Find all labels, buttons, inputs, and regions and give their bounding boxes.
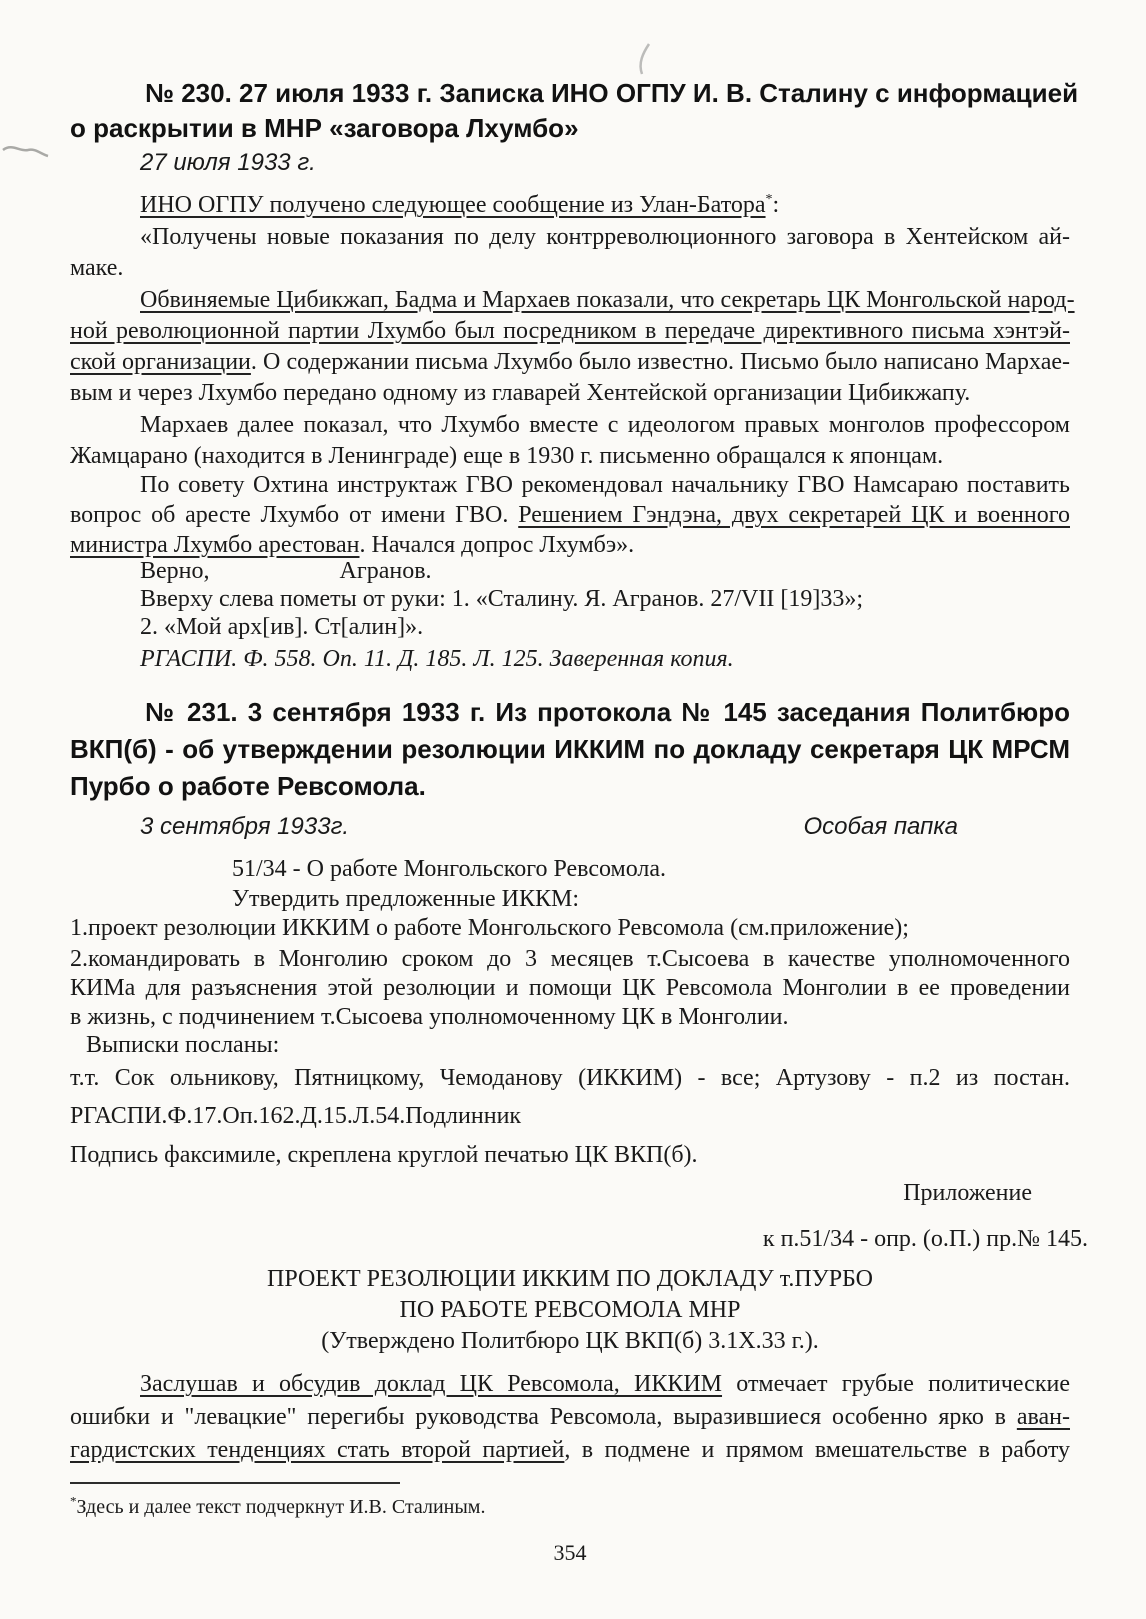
footnote-marker: * <box>70 1493 77 1509</box>
doc230-certified-line <box>70 556 1070 587</box>
doc231-title <box>70 694 1070 805</box>
doc231-archive-reference: РГАСПИ.Ф.17.Оп.162.Д.15.Л.54.Подлинник <box>70 1103 522 1129</box>
footnote <box>70 1494 1070 1520</box>
doc230-paragraph-1 <box>70 190 1070 221</box>
paragraph-line <box>70 1434 1070 1467</box>
doc230-title-line-2: о раскрытии в МНР «заговора Лхумбо» <box>70 113 579 143</box>
paragraph-line: 2.командировать в Монголию сроком до 3 месяцев т.Сысоева в качестве уполномоченного <box>70 946 1070 972</box>
paragraph-line <box>70 347 1070 378</box>
doc230-marginalia-note-1: Вверху слева пометы от руки: 1. «Сталину. Я. Агранов. 27/VII [19]33»; <box>140 586 863 612</box>
doc231-list-item-2 <box>70 945 1070 1032</box>
doc231-list-item-1: 1.проект резолюции ИККИМ о работе Монгольского Ревсомола (см.приложение); <box>70 915 909 941</box>
text: : <box>772 192 780 218</box>
underlined-text: ской организации <box>70 349 251 375</box>
special-folder-label: Особая папка <box>803 813 958 840</box>
underlined-text: ИНО ОГПУ получено следующее сообщение из Улан-Батора <box>140 192 766 218</box>
page-content <box>70 0 1088 1619</box>
footnote-marker: * <box>765 192 773 207</box>
doc231-date: 3 сентября 1933г. <box>140 813 350 840</box>
doc230-archive-reference: РГАСПИ. Ф. 558. Оп. 11. Д. 185. Л. 125. Заверенная копия. <box>140 646 734 672</box>
resolution-title-line-2: ПО РАБОТЕ РЕВСОМОЛА МНР <box>399 1297 741 1323</box>
appendix-reference: к п.51/34 - опр. (о.П.) пр.№ 145. <box>762 1226 1088 1252</box>
paragraph-line: КИМа для разъяснения этой резолюции и помощи ЦК Ревсомола Монголии в ее проведении <box>70 975 1070 1001</box>
underlined-line: ной революционной партии Лхумбо был посредником в передаче директивного письма хэнтэй- <box>70 318 1070 344</box>
doc230-paragraph-2 <box>70 222 1070 284</box>
underlined-text: Решением Гэндэна, двух секретарей ЦК и военного <box>518 502 1070 528</box>
doc230-dateline: 27 июля 1933 г. <box>140 149 316 176</box>
paragraph-line: Мархаев далее показал, что Лхумбо вместе с идеологом правых монголов профессором <box>140 412 1070 438</box>
doc230-marginalia-note-2: 2. «Мой арх[ив]. Ст[алин]». <box>140 614 424 640</box>
doc231-title-line-3: Пурбо о работе Ревсомола. <box>70 771 426 801</box>
doc231-extracts-line: т.т. Сок ольникову, Пятницкому, Чемоданову (ИККИМ) - все; Артузову - п.2 из постан. <box>70 1065 1070 1091</box>
doc230-title-line-1: № 230. 27 июля 1933 г. Записка ИНО ОГПУ И. В. Сталину с информацией <box>145 78 1079 108</box>
page-number: 354 <box>553 1540 587 1565</box>
paragraph-line <box>70 1368 1070 1401</box>
doc230-title <box>70 76 1079 146</box>
doc231-title-line-2: ВКП(б) - об утверждении резолюции ИККИМ по докладу секретаря ЦК МРСМ <box>70 734 1070 764</box>
paragraph-line <box>70 1401 1070 1434</box>
underlined-line: Обвиняемые Цибикжап, Бадма и Мархаев показали, что секретарь ЦК Монгольской народ- <box>140 287 1075 313</box>
paragraph-line: «Получены новые показания по делу контрреволюционного заговора в Хентейском ай- <box>140 224 1070 250</box>
scan-artifact-squiggle <box>3 147 48 156</box>
underlined-text: Заслушав и обсудив доклад ЦК Ревсомола, ИККИМ <box>140 1371 723 1397</box>
appendix-label: Приложение <box>903 1180 1032 1206</box>
text: . О содержании письма Лхумбо было известно. Письмо было написано Мархае- <box>250 349 1070 375</box>
underlined-text: аван- <box>1016 1404 1070 1430</box>
underlined-text: министра Лхумбо арестован <box>70 532 360 558</box>
paragraph-line: вым и через Лхумбо передано одному из главарей Хентейской организации Цибикжапу. <box>70 380 971 406</box>
doc230-paragraph-3 <box>70 285 1075 409</box>
doc230-paragraph-5 <box>70 470 1070 560</box>
text: . Начался допрос Лхумбэ». <box>359 532 635 558</box>
text: отмечает грубые политические <box>722 1371 1070 1397</box>
text: ошибки и "левацкие" перегибы руководства Ревсомола, выразившиеся особенно ярко в <box>70 1404 1017 1430</box>
doc231-extracts-label: Выписки посланы: <box>86 1032 280 1058</box>
resolution-paragraph <box>70 1368 1070 1467</box>
footnote-text: Здесь и далее текст подчеркнут И.В. Сталиным. <box>76 1496 486 1518</box>
signature-name: Агранов. <box>339 558 432 584</box>
resolution-title-line-3: (Утверждено Политбюро ЦК ВКП(б) 3.1Х.33 г.). <box>321 1328 819 1354</box>
doc231-dateline <box>70 812 1070 842</box>
paragraph-line: в жизнь, с подчинением т.Сысоева уполномоченному ЦК в Монголии. <box>70 1004 789 1030</box>
resolution-title-line-1: ПРОЕКТ РЕЗОЛЮЦИИ ИККИМ ПО ДОКЛАДУ т.ПУРБО <box>267 1266 873 1292</box>
paragraph-line <box>70 500 1070 530</box>
resolution-title <box>70 1264 1070 1357</box>
text: , в подмене и прямом вмешательстве в работу <box>564 1437 1070 1463</box>
text: вопрос об аресте Лхумбо от имени ГВО. <box>70 502 519 528</box>
paragraph-line: маке. <box>70 255 124 281</box>
footnote-rule <box>70 1482 400 1484</box>
doc231-approve-line: Утвердить предложенные ИККМ: <box>232 886 580 912</box>
doc231-title-line-1: № 231. 3 сентября 1933 г. Из протокола № 145 заседания Политбюро <box>145 697 1070 727</box>
doc231-item-heading: 51/34 - О работе Монгольского Ревсомола. <box>232 856 667 882</box>
verno-label: Верно, <box>140 558 210 584</box>
paragraph-line: По совету Охтина инструктаж ГВО рекомендовал начальнику ГВО Намсараю поставить <box>140 472 1070 498</box>
doc230-paragraph-4 <box>70 410 1070 472</box>
doc231-signature-note: Подпись факсимиле, скреплена круглой печатью ЦК ВКП(б). <box>70 1142 698 1168</box>
underlined-text: гардистских тенденциях стать второй партией <box>70 1437 565 1463</box>
paragraph-line: Жамцарано (находится в Ленинграде) еще в 1930 г. письменно обращался к японцам. <box>70 443 944 469</box>
